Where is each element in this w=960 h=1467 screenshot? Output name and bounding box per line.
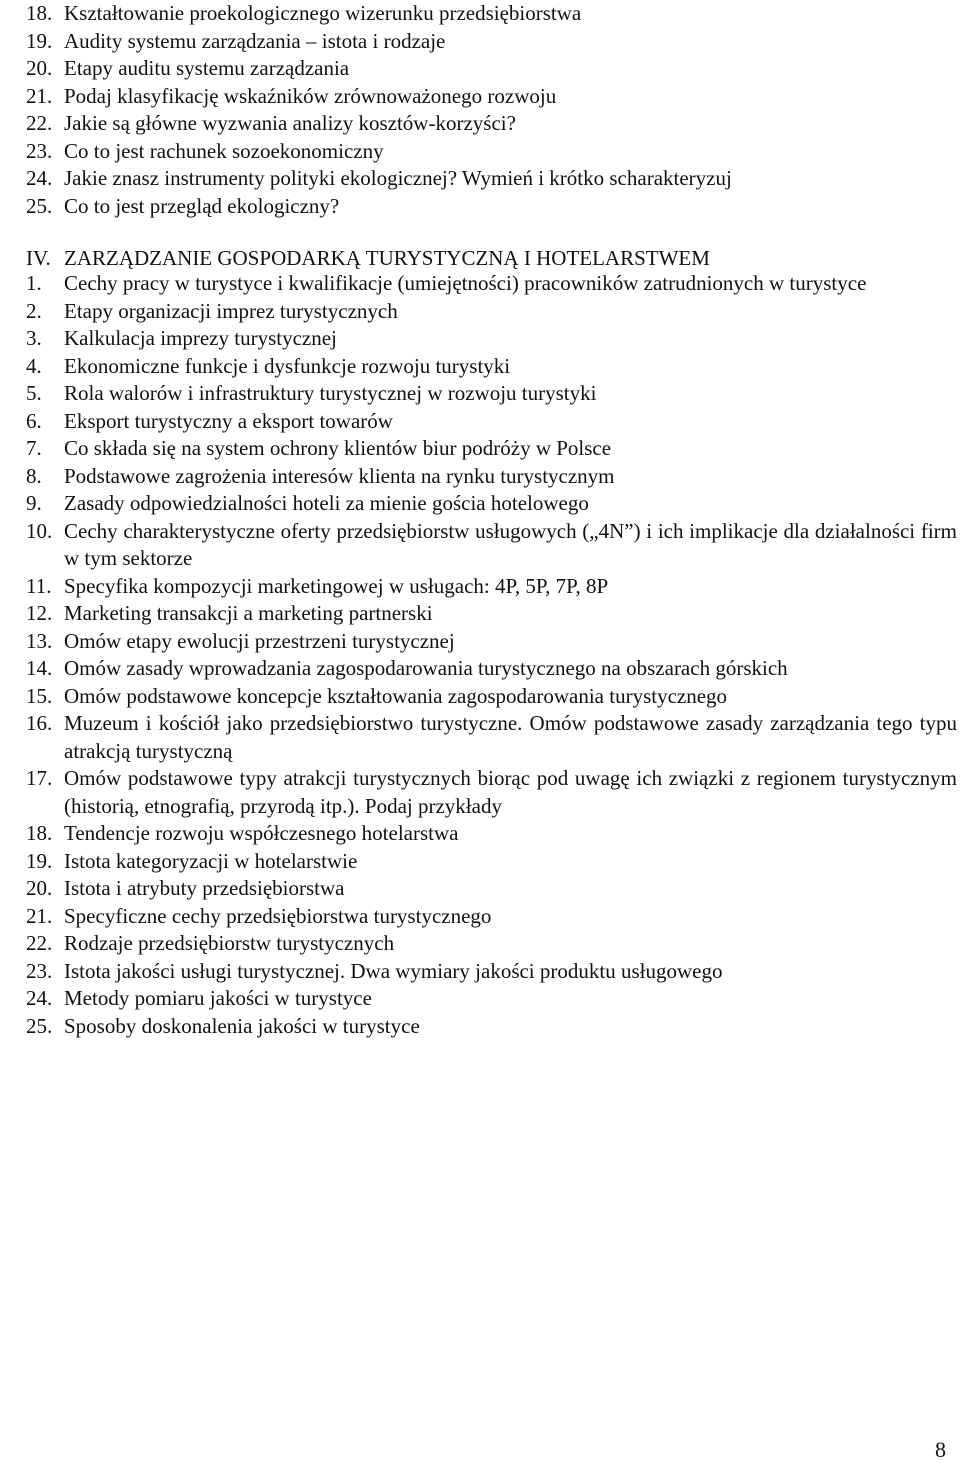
list-item <box>26 83 926 111</box>
item-number: 10. <box>26 518 53 543</box>
item-text: Istota i atrybuty przedsiębiorstwa <box>64 876 345 900</box>
list-item <box>26 55 926 83</box>
item-number: 16. <box>26 711 53 735</box>
item-text: Istota kategoryzacji w hotelarstwie <box>64 848 358 873</box>
list-item <box>26 573 957 601</box>
item-number: 21. <box>26 83 53 108</box>
item-text: Specyficzne cechy przedsiębiorstwa turystycznego <box>64 903 492 928</box>
list-item <box>26 490 957 518</box>
item-text: Co to jest rachunek sozoekonomiczny <box>64 138 384 163</box>
item-number: 15. <box>26 683 53 708</box>
item-number: 13. <box>26 628 53 653</box>
list-item <box>26 110 926 138</box>
item-number: 19. <box>26 28 53 53</box>
item-text: Omów etapy ewolucji przestrzeni turystycznej <box>64 628 455 653</box>
item-text: Podaj klasyfikację wskaźników zrównoważonego rozwoju <box>64 83 557 108</box>
item-text: Omów podstawowe koncepcje kształtowania zagospodarowania turystycznego <box>64 683 728 708</box>
question-list-section-3 <box>26 0 926 220</box>
item-number: 24. <box>26 166 53 190</box>
item-number: 22. <box>26 111 53 135</box>
list-item <box>26 408 957 436</box>
item-number: 25. <box>26 1013 53 1038</box>
list-item <box>26 683 957 711</box>
list-item <box>26 903 957 931</box>
item-number: 23. <box>26 138 53 163</box>
item-text: Rodzaje przedsiębiorstw turystycznych <box>64 931 395 955</box>
item-number: 25. <box>26 193 53 218</box>
list-item <box>26 600 957 628</box>
item-number: 14. <box>26 656 53 680</box>
section-title: ZARZĄDZANIE GOSPODARKĄ TURYSTYCZNĄ I HOTELARSTWEM <box>64 246 710 270</box>
item-number: 23. <box>26 958 53 983</box>
item-number: 17. <box>26 766 53 790</box>
item-number: 9. <box>26 491 42 515</box>
item-number: 18. <box>26 1 53 25</box>
item-number: 4. <box>26 353 42 378</box>
section-numeral: IV. <box>26 246 51 270</box>
section-heading <box>26 244 710 272</box>
item-number: 19. <box>26 848 53 873</box>
item-number: 24. <box>26 986 53 1010</box>
item-text: Kształtowanie proekologicznego wizerunku przedsiębiorstwa <box>64 1 582 25</box>
list-item <box>26 958 957 986</box>
list-item <box>26 353 957 381</box>
item-text: Sposoby doskonalenia jakości w turystyce <box>64 1013 420 1038</box>
item-text: Ekonomiczne funkcje i dysfunkcje rozwoju turystyki <box>64 353 511 378</box>
item-text: Marketing transakcji a marketing partnerski <box>64 601 433 625</box>
item-text: Omów podstawowe typy atrakcji turystycznych biorąc pod uwagę ich związki z regionem turystycznym (historią, etnografią, przyrodą itp.). Podaj przykłady <box>64 766 957 818</box>
item-number: 5. <box>26 381 42 405</box>
item-number: 20. <box>26 56 53 80</box>
item-text: Kalkulacja imprezy turystycznej <box>64 326 337 350</box>
item-text: Audity systemu zarządzania – istota i rodzaje <box>64 28 446 53</box>
item-text: Tendencje rozwoju współczesnego hotelarstwa <box>64 821 459 845</box>
list-item <box>26 193 926 221</box>
item-text: Cechy charakterystyczne oferty przedsiębiorstw usługowych („4N”) i ich implikacje dla działalności firm w tym sektorze <box>64 518 957 570</box>
item-number: 21. <box>26 903 53 928</box>
list-item <box>26 270 957 298</box>
item-text: Jakie znasz instrumenty polityki ekologicznej? Wymień i krótko scharakteryzuj <box>64 166 732 190</box>
page-number: 8 <box>935 1437 946 1462</box>
item-text: Etapy auditu systemu zarządzania <box>64 56 350 80</box>
list-item <box>26 930 957 958</box>
list-item <box>26 138 926 166</box>
item-text: Rola walorów i infrastruktury turystycznej w rozwoju turystyki <box>64 381 597 405</box>
item-text: Cechy pracy w turystyce i kwalifikacje (umiejętności) pracowników zatrudnionych w turystyce <box>64 271 867 295</box>
item-number: 6. <box>26 408 42 433</box>
list-item <box>26 848 957 876</box>
list-item <box>26 298 957 326</box>
list-item <box>26 655 957 683</box>
list-item <box>26 765 957 820</box>
item-text: Etapy organizacji imprez turystycznych <box>64 298 398 323</box>
item-number: 7. <box>26 436 42 460</box>
item-text: Co to jest przegląd ekologiczny? <box>64 193 340 218</box>
list-item <box>26 1013 957 1041</box>
item-text: Jakie są główne wyzwania analizy kosztów-korzyści? <box>64 111 516 135</box>
item-number: 12. <box>26 601 53 625</box>
item-number: 20. <box>26 876 53 900</box>
list-item <box>26 985 957 1013</box>
question-list-section-4 <box>26 270 957 1040</box>
list-item <box>26 28 926 56</box>
item-number: 3. <box>26 326 42 350</box>
item-text: Metody pomiaru jakości w turystyce <box>64 986 372 1010</box>
item-text: Muzeum i kościół jako przedsiębiorstwo turystyczne. Omów podstawowe zasady zarządzania tego typu atrakcją turystyczną <box>64 711 957 763</box>
list-item <box>26 165 926 193</box>
item-number: 11. <box>26 573 52 598</box>
list-item <box>26 463 957 491</box>
item-number: 1. <box>26 271 42 295</box>
item-number: 18. <box>26 821 53 845</box>
list-item <box>26 518 957 573</box>
item-text: Istota jakości usługi turystycznej. Dwa wymiary jakości produktu usługowego <box>64 958 723 983</box>
list-item <box>26 628 957 656</box>
list-item <box>26 0 926 28</box>
list-item <box>26 875 957 903</box>
item-text: Co składa się na system ochrony klientów biur podróży w Polsce <box>64 436 612 460</box>
list-item <box>26 710 957 765</box>
item-text: Specyfika kompozycji marketingowej w usługach: 4P, 5P, 7P, 8P <box>64 573 609 598</box>
item-text: Podstawowe zagrożenia interesów klienta na rynku turystycznym <box>64 463 615 488</box>
item-number: 8. <box>26 463 42 488</box>
list-item <box>26 820 957 848</box>
list-item <box>26 380 957 408</box>
item-text: Zasady odpowiedzialności hoteli za mienie gościa hotelowego <box>64 491 589 515</box>
item-number: 2. <box>26 298 42 323</box>
list-item <box>26 435 957 463</box>
item-text: Omów zasady wprowadzania zagospodarowania turystycznego na obszarach górskich <box>64 656 788 680</box>
item-text: Eksport turystyczny a eksport towarów <box>64 408 393 433</box>
item-number: 22. <box>26 931 53 955</box>
list-item <box>26 325 957 353</box>
